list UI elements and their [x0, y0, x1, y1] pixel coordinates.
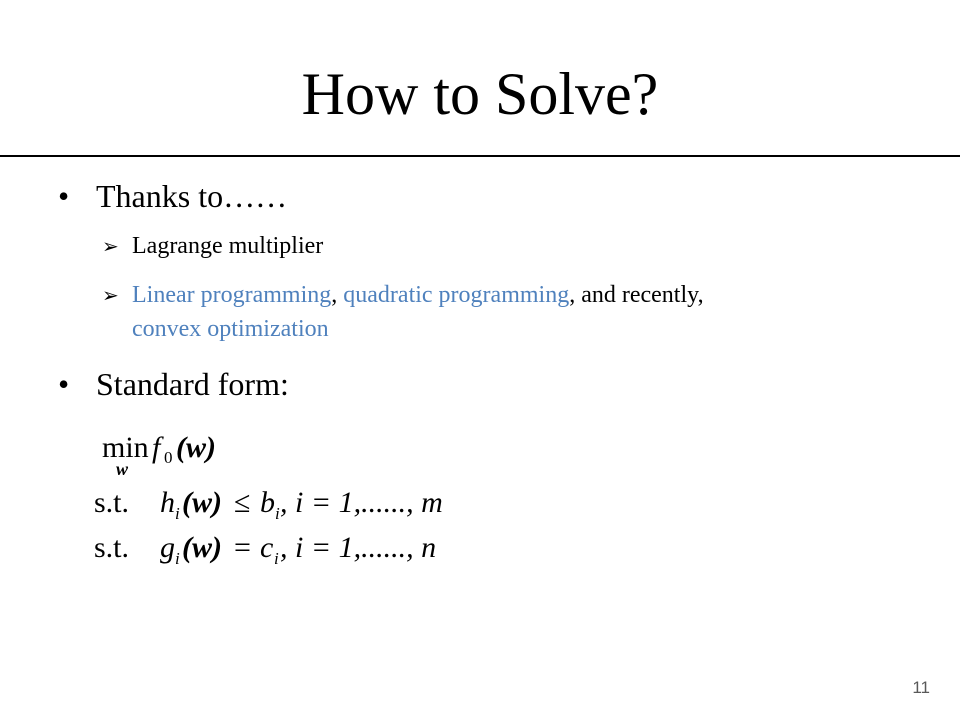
rhs-subscript: i	[275, 504, 280, 523]
constraint-rhs: c	[260, 531, 274, 564]
objective-line	[102, 431, 216, 479]
constraint-rhs: b	[260, 486, 275, 519]
bullet-dot-icon: •	[58, 178, 70, 214]
bullet-thanks	[58, 176, 287, 216]
objective-function: f	[152, 431, 161, 464]
index-range: , i = 1,......, n	[280, 531, 437, 564]
relation-symbol: ≤	[234, 486, 251, 519]
arrow-bullet-icon: ➢	[102, 283, 119, 307]
constraint-argument: (w)	[182, 531, 222, 564]
convex-optimization-text: convex optimization	[132, 316, 329, 342]
constraint-subscript: i	[175, 549, 180, 568]
arrow-bullet-icon: ➢	[102, 234, 119, 258]
bullet-text: Thanks to……	[96, 178, 288, 214]
constraint-subscript: i	[175, 504, 180, 523]
objective-subscript: 0	[164, 448, 173, 467]
linear-programming-text: Linear programming	[132, 282, 332, 308]
title-divider	[0, 155, 960, 157]
slide-number: 11	[912, 678, 930, 697]
index-range: , i = 1,......, m	[280, 486, 443, 519]
slide-title: How to Solve?	[301, 61, 659, 127]
comma-text: ,	[331, 282, 344, 308]
inequality-constraint-line	[94, 486, 443, 523]
such-that-label: s.t.	[94, 486, 130, 519]
subitem-programming	[102, 278, 902, 346]
and-recently-text: , and recently,	[569, 282, 704, 308]
such-that-label: s.t.	[94, 531, 130, 564]
equality-constraint-line	[94, 531, 436, 568]
min-operator: min	[102, 431, 149, 464]
constraint-argument: (w)	[182, 486, 222, 519]
quadratic-programming-text: quadratic programming	[343, 282, 570, 308]
subitem-lagrange	[102, 229, 323, 263]
bullet-text: Standard form:	[96, 366, 289, 402]
objective-argument: (w)	[176, 431, 216, 464]
standard-form-formula	[94, 425, 454, 585]
bullet-standard-form	[58, 364, 289, 404]
relation-symbol: =	[234, 531, 251, 564]
constraint-function: g	[160, 531, 175, 564]
subitem-text: Lagrange multiplier	[132, 233, 324, 259]
rhs-subscript: i	[274, 549, 279, 568]
min-subscript: w	[116, 459, 129, 479]
constraint-function: h	[160, 486, 175, 519]
bullet-dot-icon: •	[58, 366, 70, 402]
